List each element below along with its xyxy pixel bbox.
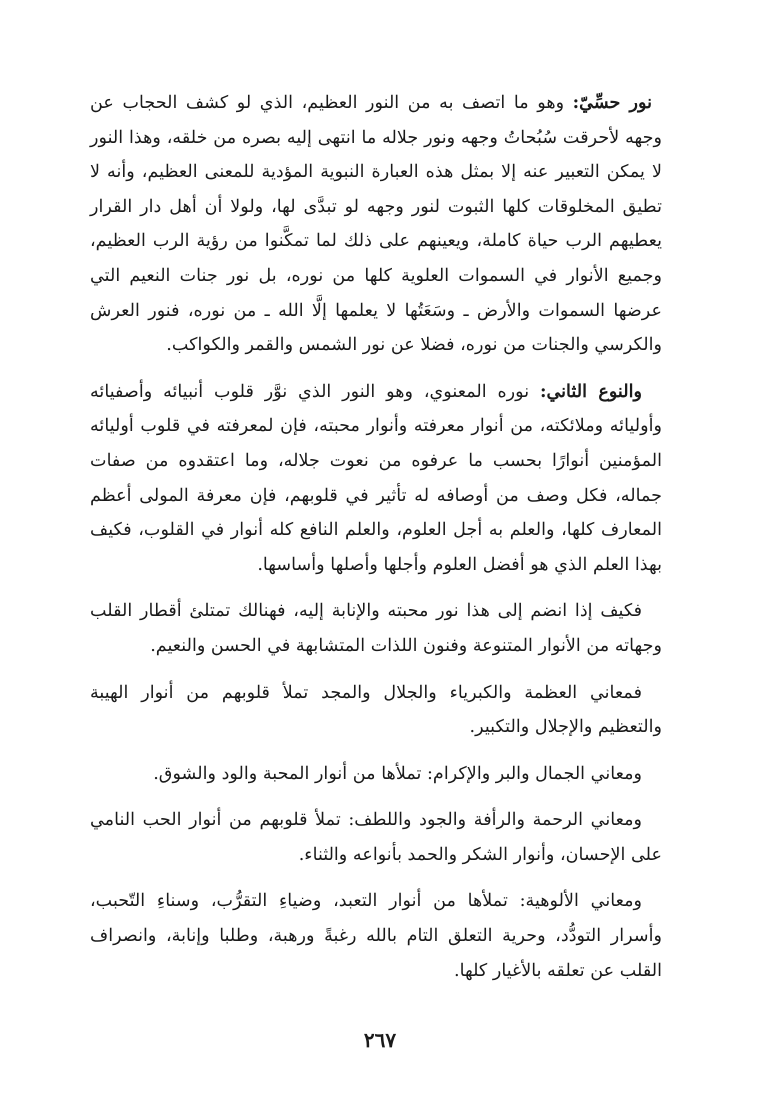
paragraph-text: ومعاني الألوهية: تملأها من أنوار التعبد، وضياءِ التقرُّب، وسناءِ التّحبب، وأسرار التودُّد، وحرية التعلق التام بالله رغبةً ورهبة، وطلبا وإنابة، وانصراف القلب عن تعلقه بالأغيار كلها. [90,891,662,981]
paragraph-lead: نور حسِّيّ: [572,92,652,113]
paragraph-lead: والنوع الثاني: [540,380,642,402]
body-text [90,86,662,1000]
page-number: ٢٦٧ [363,1028,397,1052]
paragraph-mercy [90,803,662,872]
paragraph-divinity [90,884,662,988]
paragraph-text: وهو ما اتصف به من النور العظيم، الذي لو كشف الحجاب عن وجهه لأحرقت سُبُحاتُ وجهه ونور جلاله ما انتهى إليه بصره من خلقه، وهذا النور لا يمكن التعبير عنه إلا بمثل هذه العبارة النبوية المؤدية للمعنى العظيم، وأنه لا تطيق المخلوقات كلها الثبوت لنور وجهه لو تبدَّى لها، ولولا أن أهل دار القرار يعطيهم الرب حياة كاملة، ويعينهم على ذلك لما تمكَّنوا من رؤية الرب العظيم، وجميع الأنوار في السموات العلوية كلها من نوره، بل نور جنات النعيم التي عرضها السموات والأرض ـ وسَعَتُها لا يعلمها إلَّا الله ـ من نوره، فنور العرش والكرسي والجنات من نوره، فضلا عن نور الشمس والقمر والكواكب. [90,93,662,356]
paragraph-text: فمعاني العظمة والكبرياء والجلال والمجد تملأ قلوبهم من أنوار الهيبة والتعظيم والإجلال والتكبير. [90,682,662,738]
paragraph-second-type [90,375,662,583]
paragraph-text: ومعاني الجمال والبر والإكرام: تملأها من أنوار المحبة والود والشوق. [153,763,642,784]
paragraph-majesty [90,676,662,745]
paragraph-text: ومعاني الرحمة والرأفة والجود واللطف: تملأ قلوبهم من أنوار الحب النامي على الإحسان، وأنوار الشكر والحمد بأنواعه والثناء. [90,810,662,865]
paragraph-sensory-light [90,86,662,363]
paragraph-text: نوره المعنوي، وهو النور الذي نوَّر قلوب أنبيائه وأصفيائه وأوليائه وملائكته، من أنوار معرفته وأنوار محبته، فإن لمعرفته في قلوب أوليائه المؤمنين أنوارًا بحسب ما عرفوه من نعوت جلاله، وما اعتقدوه من صفات جماله، فكل وصف من أوصافه له تأثير في قلوبهم، فإن معرفة المولى أعظم المعارف كلها، والعلم به أجل العلوم، والعلم النافع كله أنوار في القلوب، فكيف بهذا العلم الذي هو أفضل العلوم وأجلها وأصلها وأساسها. [90,381,662,575]
paragraph-beauty [90,757,662,792]
paragraph-love-and-repentance [90,594,662,663]
paragraph-text: فكيف إذا انضم إلى هذا نور محبته والإنابة إليه، فهنالك تمتلئ أقطار القلب وجهاته من الأنوار المتنوعة وفنون اللذات المتشابهة في الحسن والنعيم. [90,601,662,656]
